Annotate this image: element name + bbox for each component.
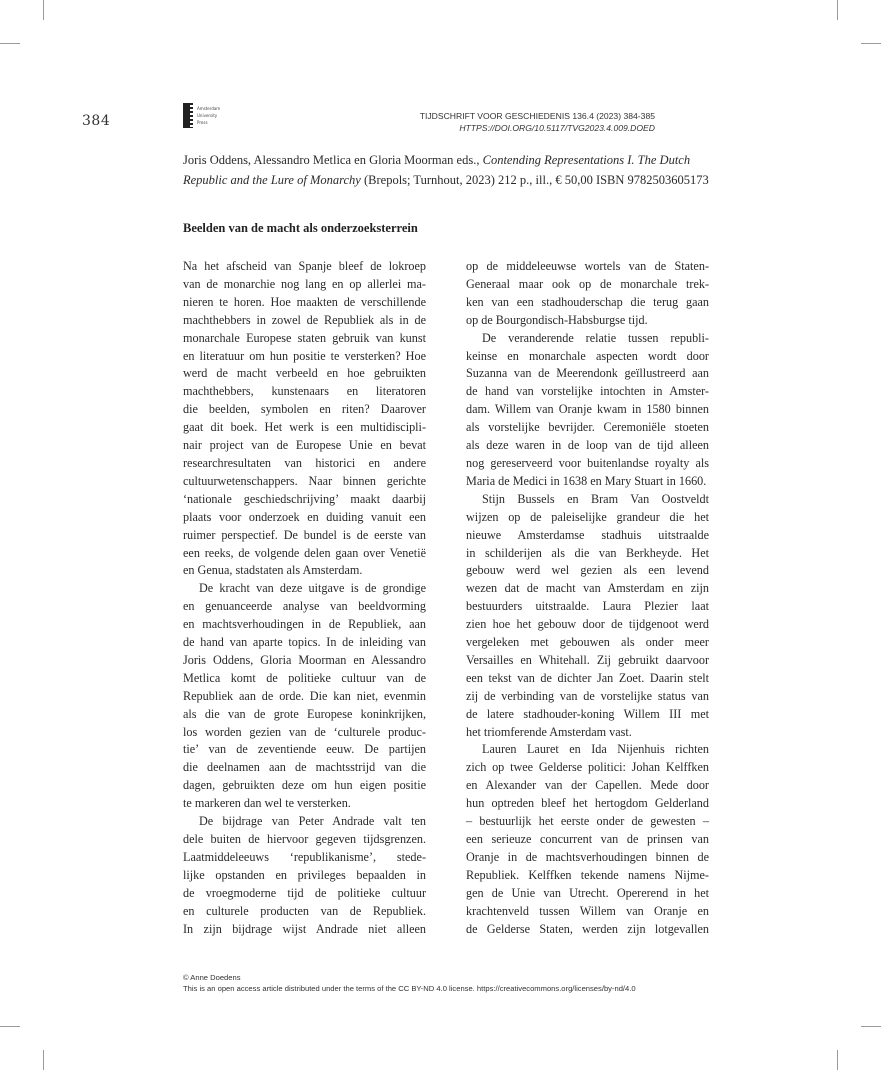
text-line: en machtsverhoudingen in de Republiek, aan: [183, 617, 426, 632]
text-line: Generaal maar ook op de monarchale trek-: [466, 276, 709, 291]
license-notice: This is an open access article distributed under the terms of the CC BY-ND 4.0 license. https://creativecommons.org/licenses/by-nd/4.0: [183, 984, 636, 993]
text-line: wijzen op de paleiselijke grandeur die het: [466, 509, 709, 524]
text-line: Versailles en Whitehall. Zij gebruikt daarvoor: [466, 652, 709, 667]
journal-header: [420, 110, 655, 134]
text-line: de vroegmoderne tijd de politieke cultuur: [183, 885, 426, 900]
text-line: De kracht van deze uitgave is de grondige: [199, 581, 426, 596]
text-line: monarchale Europese staten gebruik van kunst: [183, 330, 426, 345]
text-line: Republiek. Kelffken tekende namens Nijme-: [466, 867, 709, 882]
text-line: researchresultaten van historici en andere: [183, 455, 426, 470]
paragraph: [466, 741, 709, 938]
text-line: nieren te horen. Hoe maakten de verschillende: [183, 294, 426, 309]
text-line: van de monarchie nog lang en op allerlei ma-: [183, 276, 426, 291]
logo-line: Press: [197, 120, 208, 125]
text-line: Metlica komt de politieke cultuur van de: [183, 670, 426, 685]
text-line: tie’ van de zeventiende eeuw. De partijen: [183, 742, 426, 757]
text-line: en Genua, stadstaten als Amsterdam.: [183, 563, 363, 578]
text-line: nog gereserveerd voor buitenlandse royalty als: [466, 455, 709, 470]
doi-link[interactable]: HTTPS://DOI.ORG/10.5117/TVG2023.4.009.DOED: [459, 123, 655, 133]
text-line: bestuurders uitstraalde. Laura Plezier laat: [466, 599, 709, 614]
text-line: als die van de grote Europese koninkrijken,: [183, 706, 426, 721]
text-line: die beelden, symbolen en riten? Daarover: [183, 402, 426, 417]
journal-title: TIJDSCHRIFT VOOR GESCHIEDENIS 136.4 (2023) 384-385: [419, 111, 655, 121]
text-line: als deze waren in de loop van de tijd alleen: [466, 438, 709, 453]
copyright-notice: © Anne Doedens: [183, 973, 241, 982]
crop-mark-top-left-horizontal: [0, 43, 20, 44]
review-heading: Beelden van de macht als onderzoeksterrein: [183, 221, 418, 235]
text-line: het triomferende Amsterdam vast.: [466, 724, 632, 739]
text-line: lijke opstanden en privileges bepaalden in: [183, 867, 426, 882]
crop-mark-top-right-horizontal: [861, 43, 881, 44]
text-line: vergeleken met gebouwen als onder meer: [466, 635, 709, 650]
text-line: in schilderijen als die van Berkheyde. Het: [466, 545, 709, 560]
text-line: Joris Oddens, Gloria Moorman en Alessandro: [183, 652, 426, 667]
text-line: Stijn Bussels en Bram Van Oostveldt: [482, 491, 709, 506]
text-line: dam. Willem van Oranje kwam in 1580 binnen: [466, 402, 709, 417]
crop-mark-bottom-left-vertical: [43, 1050, 44, 1070]
text-line: ruimer perspectief. De bundel is de eerste van: [183, 527, 426, 542]
text-line: – bestuurlijk het eerste onder de gewesten –: [466, 814, 709, 829]
paragraph: [183, 813, 426, 938]
text-line: de hand van vorstelijke intochten in Amster-: [466, 384, 709, 399]
text-line: Na het afscheid van Spanje bleef de lokroep: [183, 259, 426, 273]
text-line: de latere stadhouder-koning Willem III met: [466, 706, 709, 721]
text-line: ‘nationale geschiedschrijving’ maakt daarbij: [183, 491, 426, 506]
text-line: krachtenveld tussen Willem van Oranje en: [466, 903, 709, 918]
citation-details: (Brepols; Turnhout, 2023) 212 p., ill., € 50,00 ISBN 9782503605173: [360, 173, 709, 187]
text-line: Maria de Medici in 1638 en Mary Stuart in 1660.: [466, 473, 707, 488]
text-line: gebouw werd wel gezien als een levend: [466, 563, 709, 578]
text-line: gaat dit boek. Het werk is een multidiscipli-: [183, 420, 426, 435]
right-text-column: [466, 258, 709, 938]
amsterdam-university-press-logo-icon: [183, 103, 191, 128]
logo-line: Amsterdam: [197, 106, 221, 111]
paragraph: [183, 580, 426, 813]
text-line: dele buiten de hiervoor gegeven tijdsgrenzen.: [183, 832, 426, 846]
publisher-logo: [183, 103, 220, 128]
text-line: machthebbers, kunstenaars en literatoren: [183, 384, 426, 399]
text-line: nair project van de Europese Unie en bevat: [183, 438, 426, 453]
text-line: als vorstelijke bevrijder. Ceremoniële stoeten: [466, 420, 709, 435]
logo-line: University: [197, 113, 218, 118]
text-line: en literatuur om hun positie te versterken? Hoe: [183, 348, 426, 363]
crop-mark-top-right-vertical: [837, 0, 838, 20]
text-line: gen de Unie van Utrecht. Opererend in het: [466, 885, 709, 900]
text-line: op de Bourgondisch-Habsburgse tijd.: [466, 312, 648, 327]
text-line: machthebbers in zowel de Republiek als in de: [183, 312, 426, 327]
text-line: wezen dat de macht van Amsterdam en zijn: [466, 581, 709, 596]
text-line: ken van een stadhouderschap die terug gaan: [466, 294, 709, 309]
text-line: keinse en monarchale aspecten wordt door: [466, 348, 709, 363]
text-line: De bijdrage van Peter Andrade valt ten: [199, 814, 426, 829]
publisher-logo-text: [197, 105, 220, 126]
page-number: 384: [82, 113, 111, 129]
text-line: plaats voor onderzoek en duiding vanuit een: [183, 509, 426, 524]
text-line: dagen, gebruikten deze om hun eigen positie: [183, 778, 426, 793]
text-line: Suzanna van de Meerendonk geïllustreerd aan: [466, 366, 709, 381]
text-line: Laatmiddeleeuws ‘republikanisme’, stede-: [183, 849, 426, 864]
text-line: en Alexander van der Capellen. Mede door: [466, 778, 709, 793]
book-citation: [183, 150, 713, 190]
text-line: een serieuze concurrent van de prinsen van: [466, 832, 709, 846]
left-text-column: [183, 258, 426, 938]
text-line: los worden gezien van de ‘culturele produc-: [183, 724, 426, 739]
text-line: en genuanceerde analyse van beeldvorming: [183, 599, 426, 614]
text-line: de hand van aparte topics. In de inleiding van: [183, 635, 426, 650]
text-line: die deelnamen aan de machtsstrijd van die: [183, 760, 426, 775]
text-line: op de middeleeuwse wortels van de Staten-: [466, 259, 709, 273]
paragraph: [183, 258, 426, 580]
crop-mark-top-left-vertical: [43, 0, 44, 20]
text-line: en culturele producten van de Republiek.: [183, 903, 426, 918]
text-line: zij de verbinding van de vorstelijke status van: [466, 688, 709, 703]
crop-mark-bottom-right-horizontal: [861, 1026, 881, 1027]
text-line: een tekst van de dichter Jan Zoet. Daarin stelt: [466, 670, 709, 685]
text-line: een reeks, de volgende delen gaan over Venetië: [183, 545, 426, 560]
text-line: Republiek aan de orde. Die kan niet, evenmin: [183, 688, 426, 703]
text-line: werd de macht verbeeld en hoe gebruikten: [183, 366, 426, 381]
text-line: zich op twee Gelderse politici: Johan Kelffken: [466, 760, 709, 775]
citation-authors: Joris Oddens, Alessandro Metlica en Gloria Moorman eds.,: [183, 153, 483, 167]
paragraph: [466, 330, 709, 491]
text-line: In zijn bijdrage wijst Andrade niet alleen: [183, 921, 426, 936]
text-line: Lauren Lauret en Ida Nijenhuis richten: [482, 742, 709, 757]
paragraph: [466, 258, 709, 330]
text-line: hun optreden bleef het hertogdom Gelderland: [466, 796, 709, 811]
text-line: cultuurwetenschappers. Naar binnen gerichte: [183, 473, 426, 488]
paragraph: [466, 491, 709, 742]
text-line: te markeren dan wel te versterken.: [183, 796, 351, 811]
text-line: de Gelderse Staten, werden zijn lotgevallen: [466, 921, 709, 936]
crop-mark-bottom-left-horizontal: [0, 1026, 20, 1027]
text-line: zien hoe het gebouw door de tijdgenoot werd: [466, 617, 709, 632]
text-line: nieuwe Amsterdamse stadhuis uitstraalde: [466, 527, 709, 542]
page-footer: [183, 972, 636, 994]
citation-book-title: Contending Representations I. The Dutch Republic and the Lure of Monarchy: [183, 153, 691, 187]
crop-mark-bottom-right-vertical: [837, 1050, 838, 1070]
text-line: Oranje in de machtsverhoudingen binnen de: [466, 849, 709, 864]
text-line: De veranderende relatie tussen republi-: [482, 330, 709, 345]
